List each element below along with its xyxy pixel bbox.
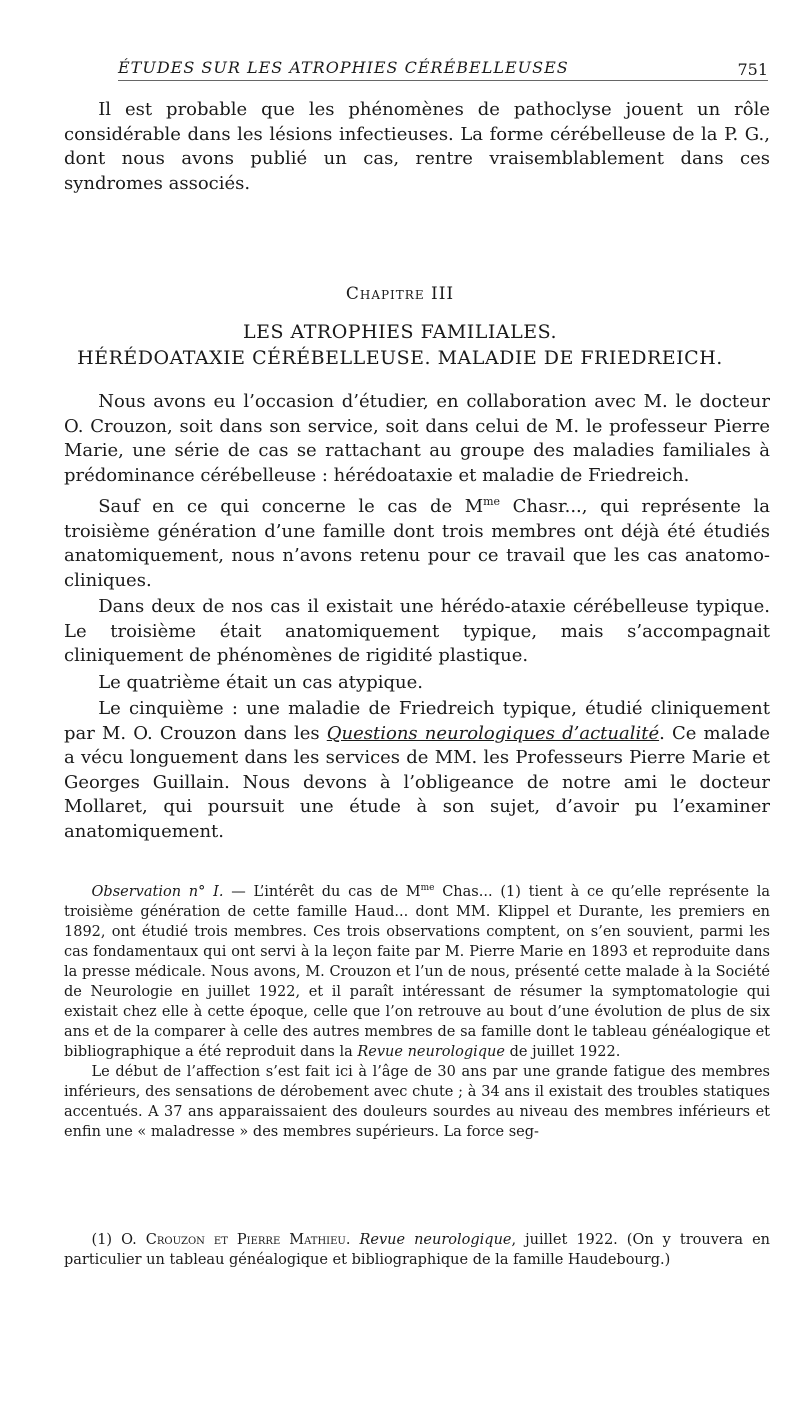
- chapter-label: Chapitre III: [345, 284, 455, 304]
- p2-part-b: Chasr..., qui représente la troisième génération d’une famille dont trois membres ont déjà été étudiés anatomiquement, nous n’avons retenu pour ce travail que les cas anatomo-cliniques.: [64, 496, 770, 591]
- observation-label: Observation n° I.: [91, 883, 224, 900]
- observation-superscript: me: [420, 883, 435, 893]
- running-title: ÉTUDES SUR LES ATROPHIES CÉRÉBELLEUSES: [118, 58, 569, 77]
- footnote-journal: Revue neurologique: [359, 1232, 512, 1248]
- body-paragraph-3: Dans deux de nos cas il existait une hérédo-ataxie cérébelleuse typique. Le troisième était anatomiquement typique, mais s’accompagnait cliniquement de phénomènes de rigidité plastique.: [64, 596, 770, 666]
- footnote-paragraph: [64, 1230, 770, 1270]
- footnote-authors: O. Crouzon et Pierre Mathieu.: [121, 1232, 351, 1248]
- p5-part-b: . Ce malade a vécu longuement dans les services de MM. les Professeurs Pierre Marie et Georges Guillain. Nous devons à l’obligeance de notre ami le docteur Mollaret, qui poursuit une étude à son sujet, d’avoir pu l’examiner anatomiquement.: [64, 722, 771, 842]
- p5-part-a: Le cinquième : une maladie de Friedreich typique, étudié cliniquement par M. O. Crouzon dans les: [64, 698, 770, 744]
- p5-italic-title: Questions neurologiques d’actualité: [326, 722, 660, 744]
- observation-paragraph-2: Le début de l’affection s’est fait ici à l’âge de 30 ans par une grande fatigue des membres inférieurs, des sensations de dérobement avec chute ; à 34 ans il existait des troubles statiques accentués. A 37 ans apparaissaient des douleurs sourdes au niveau des membres inférieurs et enfin une « maladresse » des membres supérieurs. La force seg-: [64, 1063, 770, 1140]
- page-number: 751: [737, 60, 768, 79]
- chapter-title-line2: HÉRÉDOATAXIE CÉRÉBELLEUSE. MALADIE DE FRIEDREICH.: [77, 347, 723, 369]
- running-head: [118, 52, 768, 80]
- body-paragraph-1: Nous avons eu l’occasion d’étudier, en collaboration avec M. le docteur O. Crouzon, soit dans son service, soit dans celui de M. le professeur Pierre Marie, une série de cas se rattachant au groupe des maladies familiales à prédominance cérébelleuse : hérédoataxie et maladie de Friedreich.: [64, 391, 770, 486]
- chapter-body: [64, 390, 770, 846]
- p2-superscript: me: [483, 495, 501, 508]
- chapter-title-line1: LES ATROPHIES FAMILIALES.: [243, 321, 557, 343]
- body-paragraph-2: [64, 490, 770, 593]
- observation-text-c: de juillet 1922.: [504, 1043, 621, 1060]
- observation-section: [64, 878, 770, 1142]
- header-rule: [118, 80, 768, 81]
- observation-paragraph-1: [64, 878, 770, 1062]
- observation-journal: Revue neurologique: [357, 1043, 505, 1060]
- intro-text: Il est probable que les phénomènes de pathoclyse jouent un rôle considérable dans les lésions infectieuses. La forme cérébelleuse de la P. G., dont nous avons publié un cas, rentre vraisemblablement dans ces syndromes associés.: [64, 99, 770, 194]
- p2-part-a: Sauf en ce qui concerne le cas de M: [98, 496, 484, 517]
- body-paragraph-4: Le quatrième était un cas atypique.: [98, 671, 423, 693]
- observation-text-b: Chas... (1) tient à ce qu’elle représente la troisième génération de cette famille Haud... dont MM. Klippel et Durante, les premiers en 1892, ont étudié trois membres. Ces trois observations comptent, on s’en souvient, parmi les cas fondamentaux qui ont servi à la leçon faite par M. Pierre Marie en 1893 et reproduite dans la presse médicale. Nous avons, M. Crouzon et l’un de nous, présenté cette malade à la Société de Neurologie en juillet 1922, et il paraît intéressant de résumer la symptomatologie qui existait chez elle à cette époque, celle que l’on retrouve au bout d’une évolution de plus de six ans et de la comparer à celle des autres membres de sa famille dont le tableau généalogique et bibliographique a été reproduit dans la: [64, 883, 770, 1060]
- footnote: [64, 1230, 770, 1270]
- footnote-text: , juillet 1922. (On y trouvera en particulier un tableau généalogique et bibliographique de la famille Haudebourg.): [64, 1232, 770, 1268]
- footnote-marker: (1): [91, 1232, 122, 1248]
- intro-paragraph: [64, 98, 770, 196]
- body-paragraph-5: [64, 697, 770, 844]
- observation-text-a: — L’intérêt du cas de M: [223, 883, 421, 900]
